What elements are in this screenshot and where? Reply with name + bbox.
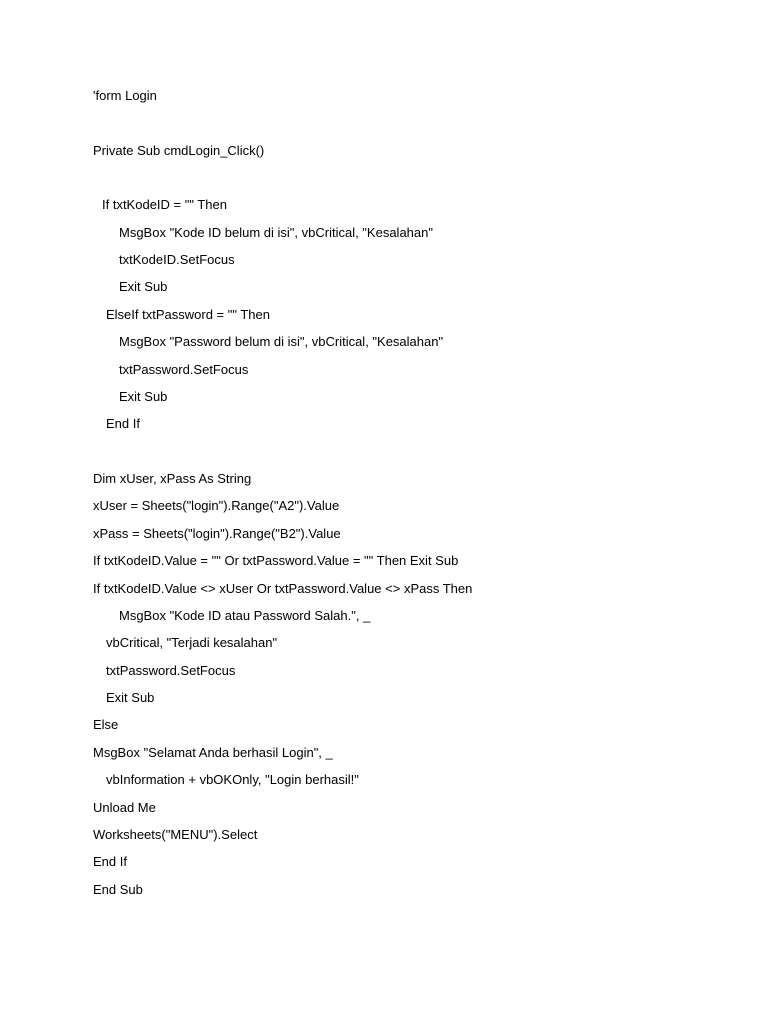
code-line: End If — [93, 854, 127, 869]
code-line: If txtKodeID.Value = "" Or txtPassword.Value = "" Then Exit Sub — [93, 553, 459, 568]
code-line: Private Sub cmdLogin_Click() — [93, 143, 265, 158]
code-line: MsgBox "Kode ID atau Password Salah.", _ — [119, 608, 371, 623]
code-line: MsgBox "Selamat Anda berhasil Login", _ — [93, 745, 333, 760]
code-line: ElseIf txtPassword = "" Then — [106, 307, 270, 322]
code-line: txtKodeID.SetFocus — [119, 252, 235, 267]
code-line: End Sub — [93, 882, 143, 897]
code-line: If txtKodeID.Value <> xUser Or txtPassword.Value <> xPass Then — [93, 581, 473, 596]
code-line: txtPassword.SetFocus — [106, 663, 236, 678]
code-line: Dim xUser, xPass As String — [93, 471, 252, 486]
code-line: MsgBox "Password belum di isi", vbCritical, "Kesalahan" — [119, 334, 444, 349]
code-line: vbInformation + vbOKOnly, "Login berhasil!" — [106, 772, 359, 787]
code-line: xUser = Sheets("login").Range("A2").Value — [93, 498, 340, 513]
code-line: Unload Me — [93, 800, 156, 815]
code-line: Exit Sub — [119, 279, 168, 294]
code-line: vbCritical, "Terjadi kesalahan" — [106, 635, 278, 650]
code-line: MsgBox "Kode ID belum di isi", vbCritical, "Kesalahan" — [119, 225, 433, 240]
code-line: xPass = Sheets("login").Range("B2").Value — [93, 526, 341, 541]
code-line: Exit Sub — [106, 690, 155, 705]
code-line: End If — [106, 416, 140, 431]
code-line: txtPassword.SetFocus — [119, 362, 249, 377]
code-line: Worksheets("MENU").Select — [93, 827, 258, 842]
code-line: 'form Login — [93, 88, 157, 103]
code-line: Else — [93, 717, 119, 732]
code-line: Exit Sub — [119, 389, 168, 404]
code-line: If txtKodeID = "" Then — [102, 197, 227, 212]
